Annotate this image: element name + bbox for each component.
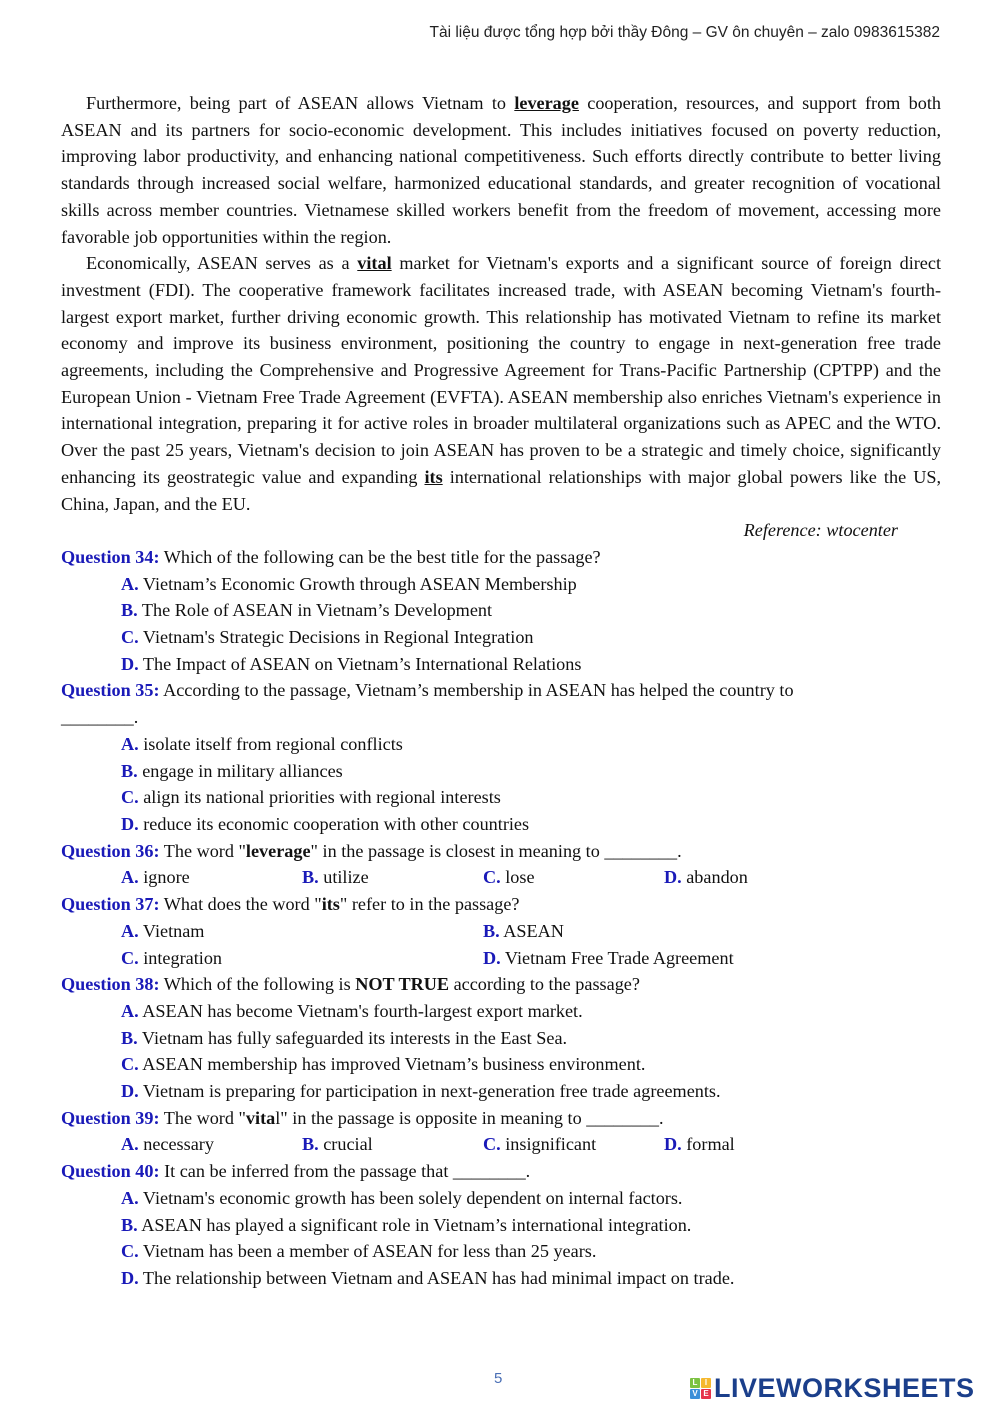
- q34-option-d[interactable]: D. The Impact of ASEAN on Vietnam’s International Relations: [121, 653, 582, 674]
- q37-option-b[interactable]: B. ASEAN: [483, 920, 564, 941]
- worksheet-content: [61, 90, 941, 1292]
- reference: Reference: wtocenter: [743, 520, 898, 541]
- q38-option-a[interactable]: A. ASEAN has become Vietnam's fourth-largest export market.: [121, 1000, 583, 1021]
- q40-option-c[interactable]: C. Vietnam has been a member of ASEAN for less than 25 years.: [121, 1241, 597, 1262]
- q36-option-b[interactable]: B. utilize: [302, 867, 369, 888]
- q35-option-d[interactable]: D. reduce its economic cooperation with other countries: [121, 813, 530, 834]
- q40-option-b[interactable]: B. ASEAN has played a significant role in Vietnam’s international integration.: [121, 1214, 692, 1235]
- question-37: Question 37: What does the word "its" refer to in the passage?: [61, 894, 520, 915]
- q36-options-row: [61, 864, 941, 891]
- highlighted-word-leverage: leverage: [514, 93, 579, 113]
- q37-option-d[interactable]: D. Vietnam Free Trade Agreement: [483, 947, 734, 968]
- brand-name: LIVEWORKSHEETS: [714, 1373, 975, 1403]
- q40-option-a[interactable]: A. Vietnam's economic growth has been solely dependent on internal factors.: [121, 1187, 683, 1208]
- q39-options-row: [61, 1131, 941, 1158]
- highlighted-word-its: its: [424, 466, 443, 487]
- passage-paragraph-1: Furthermore, being part of ASEAN allows Vietnam to leverage cooperation, resources, and support from both ASEAN and its partners for socio-economic development. This includes initiatives focused on poverty reduction, improving labor productivity, and enhancing national competitiveness. Such efforts directly contribute to better living standards through increased social welfare, harmonized educational standards, and greater recognition of vocational skills across member countries. Vietnamese skilled workers benefit from the freedom of movement, accessing more favorable job opportunities within the region.: [61, 93, 941, 247]
- highlighted-word-vital: vital: [357, 253, 392, 274]
- q36-option-d[interactable]: D. abandon: [664, 867, 748, 888]
- q34-option-c[interactable]: C. Vietnam's Strategic Decisions in Regional Integration: [121, 627, 534, 648]
- q35-option-b[interactable]: B. engage in military alliances: [121, 760, 343, 781]
- page-header: Tài liệu được tổng hợp bởi thầy Đông – GV ôn chuyên – zalo 0983615382: [429, 24, 940, 41]
- passage-paragraph-2: Economically, ASEAN serves as a vital market for Vietnam's exports and a significant source of foreign direct investment (FDI). The cooperative framework facilitates increased trade, with ASEAN becoming Vietnam's fourth-largest export market, further driving economic growth. This relationship has motivated Vietnam to refine its market economy and improve its business environment, positioning the country to engage in next-generation free trade agreements, including the Comprehensive and Progressive Agreement for Trans-Pacific Partnership (CPTPP) and the European Union - Vietnam Free Trade Agreement (EVFTA). ASEAN membership also enriches Vietnam's experience in international integration, preparing it for active roles in broader multilateral organizations such as APEC and the WTO. Over the past 25 years, Vietnam's decision to join ASEAN has proven to be a strategic and timely choice, significantly enhancing its geostrategic value and expanding its international relationships with major global powers like the US, China, Japan, and the EU.: [61, 253, 942, 514]
- live-logo-icon: L I V E: [690, 1378, 711, 1399]
- q35-option-c[interactable]: C. align its national priorities with regional interests: [121, 787, 501, 808]
- question-40: Question 40: It can be inferred from the passage that ________.: [61, 1161, 531, 1182]
- q38-option-b[interactable]: B. Vietnam has fully safeguarded its interests in the East Sea.: [121, 1027, 568, 1048]
- q36-option-c[interactable]: C. lose: [483, 867, 535, 888]
- q37-option-c[interactable]: C. integration: [121, 947, 223, 968]
- question-35: Question 35: According to the passage, Vietnam’s membership in ASEAN has helped the country to: [61, 680, 794, 701]
- q34-option-b[interactable]: B. The Role of ASEAN in Vietnam’s Development: [121, 600, 493, 621]
- q39-option-c[interactable]: C. insignificant: [483, 1134, 597, 1155]
- q38-option-d[interactable]: D. Vietnam is preparing for participation in next-generation free trade agreements.: [121, 1081, 721, 1102]
- question-36: Question 36: The word "leverage" in the passage is closest in meaning to ________.: [61, 840, 682, 861]
- q37-options-row-2: [61, 945, 941, 972]
- q39-option-b[interactable]: B. crucial: [302, 1134, 373, 1155]
- q37-option-a[interactable]: A. Vietnam: [121, 920, 205, 941]
- q36-option-a[interactable]: A. ignore: [121, 867, 190, 888]
- q39-option-a[interactable]: A. necessary: [121, 1134, 214, 1155]
- q38-option-c[interactable]: C. ASEAN membership has improved Vietnam’s business environment.: [121, 1054, 646, 1075]
- question-39: Question 39: The word "vital" in the passage is opposite in meaning to ________.: [61, 1107, 664, 1128]
- question-38: Question 38: Which of the following is NOT TRUE according to the passage?: [61, 974, 640, 995]
- q40-option-d[interactable]: D. The relationship between Vietnam and ASEAN has had minimal impact on trade.: [121, 1267, 735, 1288]
- q37-options-row-1: [61, 918, 941, 945]
- question-34: Question 34: Which of the following can be the best title for the passage?: [61, 546, 601, 567]
- q39-option-d[interactable]: D. formal: [664, 1134, 735, 1155]
- liveworksheets-logo: [690, 1373, 975, 1403]
- q35-blank: ________.: [61, 707, 139, 728]
- q34-option-a[interactable]: A. Vietnam’s Economic Growth through ASEAN Membership: [121, 573, 577, 594]
- q35-option-a[interactable]: A. isolate itself from regional conflicts: [121, 733, 403, 754]
- page-number: 5: [494, 1370, 503, 1387]
